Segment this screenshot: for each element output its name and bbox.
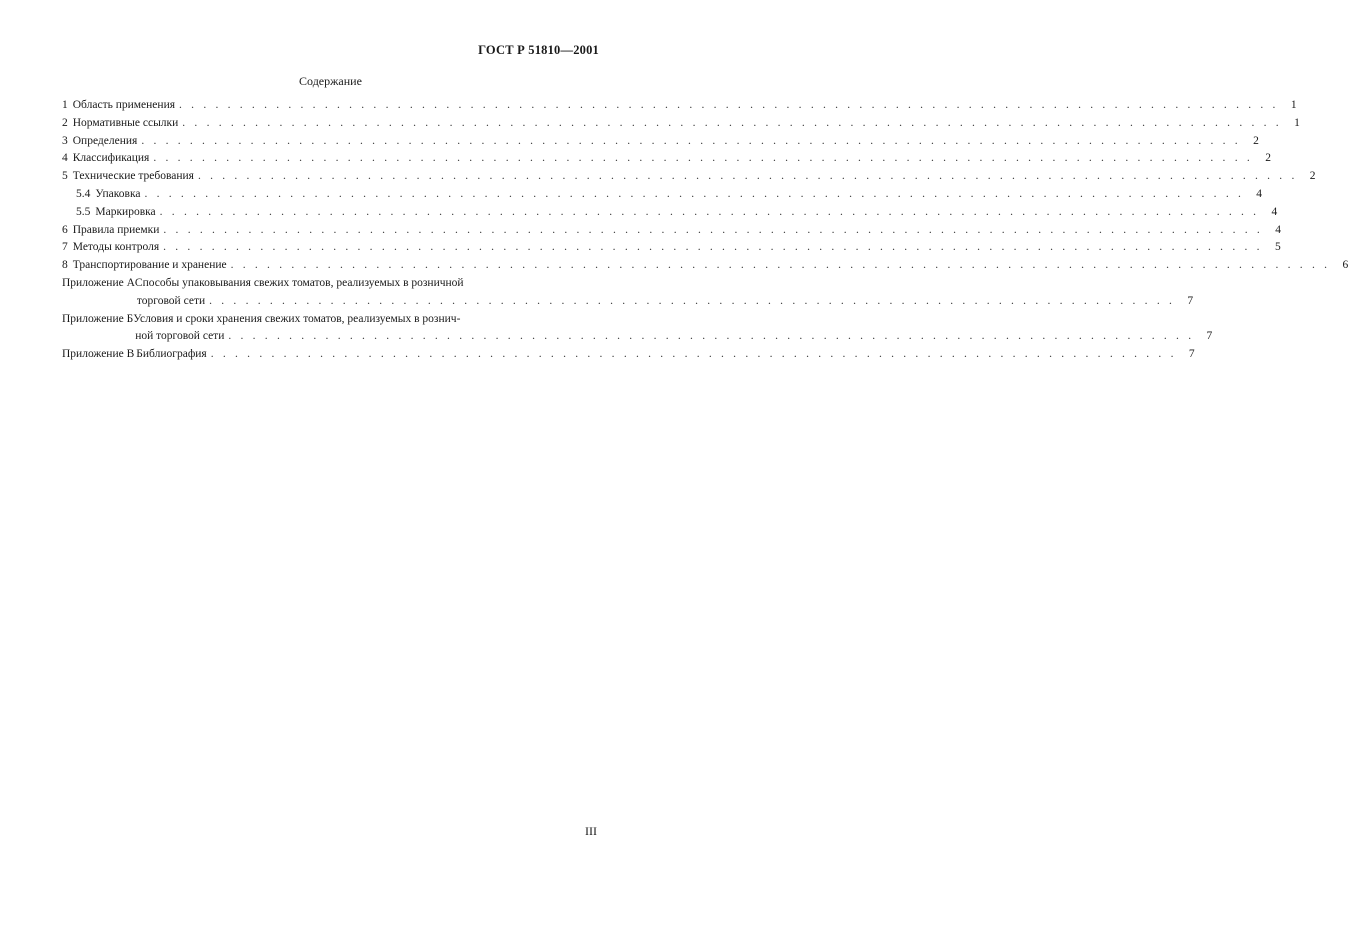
toc-entry-label: Маркировка: [95, 205, 156, 218]
toc-entry[interactable]: [62, 257, 1348, 275]
toc-entry-page: 4: [1256, 187, 1263, 200]
toc-entry-label: Транспортирование и хранение: [72, 259, 227, 272]
toc-entry-page: 7: [1188, 348, 1195, 361]
toc-entry-number: 6: [62, 223, 68, 236]
leader-dots: . . . . . . . . . . . . . . . . . . . . . . . . . . . . . . . . . . . . . . . . . . . . . . . . . . . . . . . . . . . . . . . . . . . . . . . . . . . . . . . . . . . . . . . . . . .: [141, 134, 1241, 147]
toc-entry-number: 4: [62, 152, 68, 165]
toc-subentry[interactable]: [62, 204, 1278, 222]
toc-entry-page: 7: [1187, 294, 1194, 307]
leader-dots: . . . . . . . . . . . . . . . . . . . . . . . . . . . . . . . . . . . . . . . . . . . . . . . . . . . . . . . . . . . . . . . . . . . . . . . . . . . . . . . . . . . . . . . . . . .: [153, 152, 1253, 165]
toc-appendix-a[interactable]: [62, 275, 1194, 311]
toc-entry-label: Технические требования: [72, 170, 194, 183]
leader-dots: . . . . . . . . . . . . . . . . . . . . . . . . . . . . . . . . . . . . . . . . . . . . . . . . . . . . . . . . . . . . . . . . . . . . . . . . . . . . . . . . . . . . . . . . . . .: [179, 99, 1279, 111]
toc-entry-page: 2: [1265, 152, 1271, 165]
toc-appendix-b[interactable]: [62, 311, 1213, 347]
toc-entry-number: 3: [62, 134, 68, 147]
leader-dots: . . . . . . . . . . . . . . . . . . . . . . . . . . . . . . . . . . . . . . . . . . . . . . . . . . . . . . . . . . . . . . . . . . . . . . . . . . . . . . . . . . . . . . . . . . .: [182, 116, 1282, 129]
appendix-key: Приложение А: [62, 276, 135, 289]
appendix-title-line1: Условия и сроки хранения свежих томатов, реализуемых в рознич-: [133, 312, 461, 325]
leader-dots: . . . . . . . . . . . . . . . . . . . . . . . . . . . . . . . . . . . . . . . . . . . . . . . . . . . . . . . . . . . . . . . . . . . . . . . . . . . . . . . .: [209, 294, 1176, 307]
toc-entry-page: 6: [1342, 259, 1348, 272]
appendix-key: Приложение Б: [62, 312, 134, 325]
toc-entry-page: 4: [1275, 223, 1281, 236]
toc-entry[interactable]: [62, 133, 1259, 151]
toc-entry-page: 7: [1206, 330, 1213, 343]
toc-entry-number: 1: [62, 99, 68, 111]
toc-entry[interactable]: [62, 239, 1281, 257]
toc-entry-page: 2: [1253, 134, 1259, 147]
toc-entry-label: Нормативные ссылки: [72, 116, 179, 129]
leader-dots: . . . . . . . . . . . . . . . . . . . . . . . . . . . . . . . . . . . . . . . . . . . . . . . . . . . . . . . . . . . . . . . . . . . . . . . . . . . . . . . .: [228, 330, 1195, 343]
toc-entry[interactable]: [62, 97, 1297, 115]
toc-title: Содержание: [299, 74, 362, 88]
appendix-title-line1: Способы упаковывания свежих томатов, реализуемых в розничной: [134, 276, 464, 289]
toc-entry-page: 1: [1294, 116, 1300, 129]
toc-entry-number: 7: [62, 241, 68, 254]
toc-entry-label: Упаковка: [95, 187, 141, 200]
appendix-title-line2: торговой сети: [136, 294, 206, 307]
toc-entry[interactable]: [62, 222, 1281, 240]
toc-appendix-v[interactable]: [62, 346, 1195, 364]
leader-dots: . . . . . . . . . . . . . . . . . . . . . . . . . . . . . . . . . . . . . . . . . . . . . . . . . . . . . . . . . . . . . . . . . . . . . . . . . . . . . . . . . . . . . . . . . . .: [197, 170, 1298, 183]
toc-entry-label: Методы контроля: [72, 241, 160, 254]
standard-code: ГОСТ Р 51810—2001: [478, 43, 599, 57]
toc-entry-number: 8: [62, 259, 68, 272]
appendix-title-line2: ной торговой сети: [135, 330, 225, 343]
appendix-key: Приложение В: [62, 348, 135, 361]
toc-entry-page: 2: [1309, 170, 1316, 183]
leader-dots: . . . . . . . . . . . . . . . . . . . . . . . . . . . . . . . . . . . . . . . . . . . . . . . . . . . . . . . . . . . . . . . . . . . . . . . . . . . . . . . . . . . . . . . . . . .: [144, 187, 1245, 200]
toc-entry-page: 1: [1290, 99, 1297, 111]
toc-entry[interactable]: [62, 115, 1300, 133]
toc-entry-label: Область применения: [72, 99, 176, 111]
leader-dots: . . . . . . . . . . . . . . . . . . . . . . . . . . . . . . . . . . . . . . . . . . . . . . . . . . . . . . . . . . . . . . . . . . . . . . . . . . . . . . . . . . . . . . . . . . .: [159, 205, 1260, 218]
toc-entry-number: 2: [62, 116, 68, 129]
toc-entry-number: 5.4: [76, 187, 91, 200]
toc-entry-page: 5: [1274, 241, 1281, 254]
toc-entry-label: Определения: [72, 134, 138, 147]
toc-entry-label: Правила приемки: [72, 223, 160, 236]
toc-entry[interactable]: [62, 168, 1316, 186]
toc-entry-number: 5.5: [76, 205, 91, 218]
appendix-title: Библиография: [136, 348, 207, 361]
table-of-contents: [62, 97, 1348, 364]
leader-dots: . . . . . . . . . . . . . . . . . . . . . . . . . . . . . . . . . . . . . . . . . . . . . . . . . . . . . . . . . . . . . . . . . . . . . . . . . . . . . . . . . . . . . . . . . . .: [230, 259, 1331, 272]
toc-entry-page: 4: [1271, 205, 1278, 218]
toc-entry[interactable]: [62, 150, 1271, 168]
toc-entry-number: 5: [62, 170, 68, 183]
leader-dots: . . . . . . . . . . . . . . . . . . . . . . . . . . . . . . . . . . . . . . . . . . . . . . . . . . . . . . . . . . . . . . . . . . . . . . . . . . . . . . . . . . . . . . . . . . .: [163, 241, 1263, 254]
toc-subentry[interactable]: [62, 186, 1263, 204]
leader-dots: . . . . . . . . . . . . . . . . . . . . . . . . . . . . . . . . . . . . . . . . . . . . . . . . . . . . . . . . . . . . . . . . . . . . . . . . . . . . . . . .: [210, 348, 1177, 361]
toc-entry-label: Классификация: [72, 152, 150, 165]
page-number-roman: III: [585, 824, 597, 838]
leader-dots: . . . . . . . . . . . . . . . . . . . . . . . . . . . . . . . . . . . . . . . . . . . . . . . . . . . . . . . . . . . . . . . . . . . . . . . . . . . . . . . . . . . . . . . . . . .: [163, 223, 1263, 236]
